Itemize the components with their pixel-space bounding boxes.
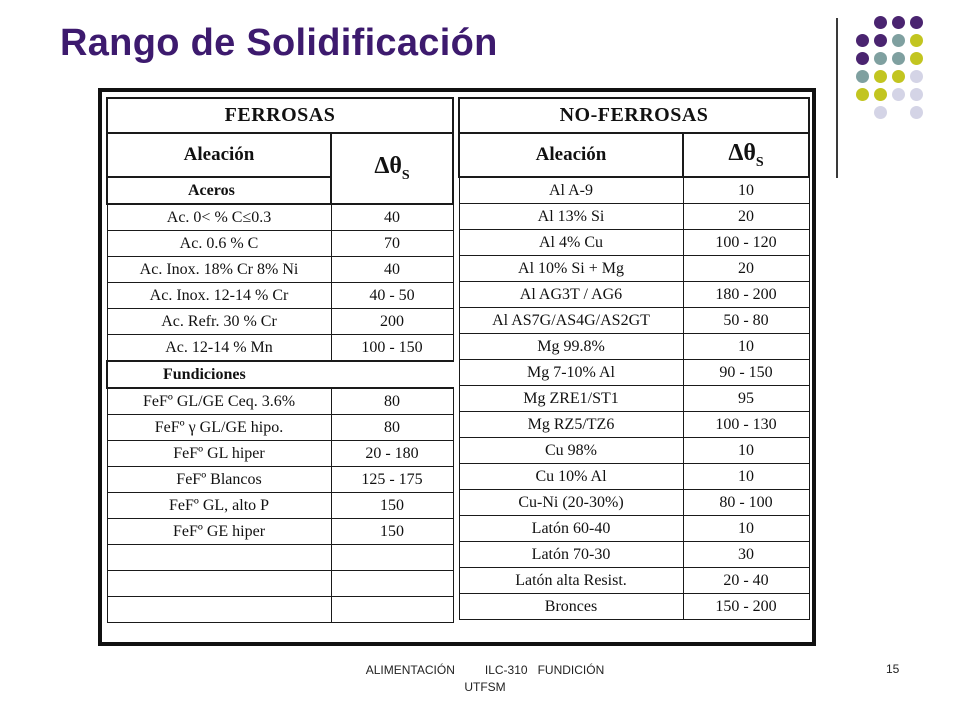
range-cell: 100 - 120 xyxy=(683,230,809,256)
noferrosas-rows xyxy=(459,177,809,620)
range-cell: 40 xyxy=(331,204,453,231)
decorative-dot xyxy=(892,70,905,83)
range-cell: 150 xyxy=(331,519,453,545)
noferrosas-table xyxy=(458,97,810,620)
alloy-cell: Al 4% Cu xyxy=(459,230,683,256)
decorative-dot xyxy=(856,70,869,83)
alloy-cell: Al AS7G/AS4G/AS2GT xyxy=(459,308,683,334)
alloy-cell: Al 13% Si xyxy=(459,204,683,230)
table-row xyxy=(107,283,453,309)
range-cell: 80 xyxy=(331,388,453,415)
alloy-cell: Ac. 0< % C≤0.3 xyxy=(107,204,331,231)
table-row xyxy=(459,230,809,256)
range-cell: 40 xyxy=(331,257,453,283)
decorative-dot xyxy=(910,16,923,29)
decorative-dot xyxy=(856,52,869,65)
alloy-cell: Ac. Inox. 12-14 % Cr xyxy=(107,283,331,309)
empty-row xyxy=(107,545,453,571)
decorative-dot xyxy=(892,34,905,47)
ferrosas-group-header: FERROSAS xyxy=(107,98,453,133)
page-number: 15 xyxy=(886,662,900,676)
range-cell: 10 xyxy=(683,334,809,360)
range-cell: 200 xyxy=(331,309,453,335)
alloy-cell: Ac. Refr. 30 % Cr xyxy=(107,309,331,335)
footer-institution: UTFSM xyxy=(464,680,506,694)
alloy-cell: Latón alta Resist. xyxy=(459,568,683,594)
table-row xyxy=(459,542,809,568)
empty-row xyxy=(107,571,453,597)
alloy-cell: FeFº Blancos xyxy=(107,467,331,493)
decorative-dot xyxy=(910,34,923,47)
section-fundiciones: Fundiciones xyxy=(107,361,453,388)
range-cell: 10 xyxy=(683,464,809,490)
alloy-cell: Latón 60-40 xyxy=(459,516,683,542)
range-cell: 30 xyxy=(683,542,809,568)
range-cell: 150 - 200 xyxy=(683,594,809,620)
table-row xyxy=(459,412,809,438)
table-row xyxy=(459,490,809,516)
decorative-dot xyxy=(910,106,923,119)
table-row xyxy=(459,360,809,386)
alloy-cell: FeFº GL/GE Ceq. 3.6% xyxy=(107,388,331,415)
ferrosas-col-delta: $\Delta\theta_S$ xyxy=(331,133,453,204)
slide-title: Rango de Solidificación xyxy=(60,22,498,64)
table-row xyxy=(459,568,809,594)
table-row xyxy=(459,438,809,464)
range-cell: 100 - 130 xyxy=(683,412,809,438)
range-cell: 20 - 40 xyxy=(683,568,809,594)
range-cell: 180 - 200 xyxy=(683,282,809,308)
decorative-dot xyxy=(874,52,887,65)
footer-text xyxy=(350,662,620,696)
range-cell: 10 xyxy=(683,438,809,464)
decorative-dot xyxy=(856,88,869,101)
footer-code: ILC-310 xyxy=(484,663,528,677)
table-row xyxy=(107,335,453,362)
alloy-cell: FeFº γ GL/GE hipo. xyxy=(107,415,331,441)
table-row xyxy=(107,231,453,257)
decorative-dot xyxy=(874,16,887,29)
table-row xyxy=(107,257,453,283)
decorative-dot xyxy=(874,106,887,119)
table-row xyxy=(459,594,809,620)
range-cell: 20 xyxy=(683,256,809,282)
decorative-dot xyxy=(892,16,905,29)
decorative-dot xyxy=(892,88,905,101)
noferrosas-col-alloy: Aleación xyxy=(459,133,683,177)
decorative-dot xyxy=(856,34,869,47)
range-cell: 20 - 180 xyxy=(331,441,453,467)
alloy-cell: Ac. 0.6 % C xyxy=(107,231,331,257)
table-row xyxy=(107,519,453,545)
range-cell: 80 xyxy=(331,415,453,441)
divider-line xyxy=(836,18,838,178)
alloy-cell: Mg ZRE1/ST1 xyxy=(459,386,683,412)
section-aceros: Aceros xyxy=(107,177,331,204)
footer-course: ALIMENTACIÓN xyxy=(365,663,455,677)
table-row xyxy=(107,441,453,467)
alloy-cell: FeFº GE hiper xyxy=(107,519,331,545)
alloy-cell: Mg 99.8% xyxy=(459,334,683,360)
alloy-cell: Cu-Ni (20-30%) xyxy=(459,490,683,516)
table-row xyxy=(459,308,809,334)
table-row xyxy=(459,204,809,230)
table-row xyxy=(107,388,453,415)
range-cell: 125 - 175 xyxy=(331,467,453,493)
table-row xyxy=(459,334,809,360)
table-row xyxy=(107,467,453,493)
alloy-cell: Al A-9 xyxy=(459,177,683,204)
decorative-dot xyxy=(910,52,923,65)
range-cell: 40 - 50 xyxy=(331,283,453,309)
table-row xyxy=(107,204,453,231)
alloy-cell: Ac. Inox. 18% Cr 8% Ni xyxy=(107,257,331,283)
aceros-rows xyxy=(107,204,453,361)
decorative-dot xyxy=(892,52,905,65)
range-cell: 80 - 100 xyxy=(683,490,809,516)
empty-row xyxy=(107,597,453,623)
alloy-cell: Cu 10% Al xyxy=(459,464,683,490)
alloy-cell: FeFº GL hiper xyxy=(107,441,331,467)
table-row xyxy=(459,177,809,204)
decorative-dot xyxy=(910,70,923,83)
table-row xyxy=(459,256,809,282)
alloy-cell: FeFº GL, alto P xyxy=(107,493,331,519)
table-row xyxy=(107,493,453,519)
decorative-dot xyxy=(874,34,887,47)
range-cell: 20 xyxy=(683,204,809,230)
table-row xyxy=(107,415,453,441)
decorative-dot xyxy=(874,70,887,83)
alloy-cell: Mg 7-10% Al xyxy=(459,360,683,386)
alloy-cell: Ac. 12-14 % Mn xyxy=(107,335,331,362)
decorative-dot xyxy=(910,88,923,101)
table-row xyxy=(459,282,809,308)
range-cell: 50 - 80 xyxy=(683,308,809,334)
table-row xyxy=(107,309,453,335)
range-cell: 100 - 150 xyxy=(331,335,453,362)
table-row xyxy=(459,464,809,490)
ferrosas-col-alloy: Aleación xyxy=(107,133,331,177)
ferrosas-table xyxy=(106,97,454,623)
range-cell: 150 xyxy=(331,493,453,519)
range-cell: 10 xyxy=(683,177,809,204)
table-image-frame xyxy=(98,88,816,646)
fundiciones-rows xyxy=(107,388,453,623)
noferrosas-col-delta: $\Delta\theta_S$ xyxy=(683,133,809,177)
range-cell: 10 xyxy=(683,516,809,542)
range-cell: 70 xyxy=(331,231,453,257)
range-cell: 95 xyxy=(683,386,809,412)
table-row xyxy=(459,386,809,412)
decorative-dot xyxy=(874,88,887,101)
noferrosas-group-header: NO-FERROSAS xyxy=(459,98,809,133)
alloy-cell: Cu 98% xyxy=(459,438,683,464)
table-row xyxy=(459,516,809,542)
range-cell: 90 - 150 xyxy=(683,360,809,386)
alloy-cell: Mg RZ5/TZ6 xyxy=(459,412,683,438)
alloy-cell: Latón 70-30 xyxy=(459,542,683,568)
alloy-cell: Bronces xyxy=(459,594,683,620)
alloy-cell: Al AG3T / AG6 xyxy=(459,282,683,308)
alloy-cell: Al 10% Si + Mg xyxy=(459,256,683,282)
footer-unit: FUNDICIÓN xyxy=(537,663,605,677)
